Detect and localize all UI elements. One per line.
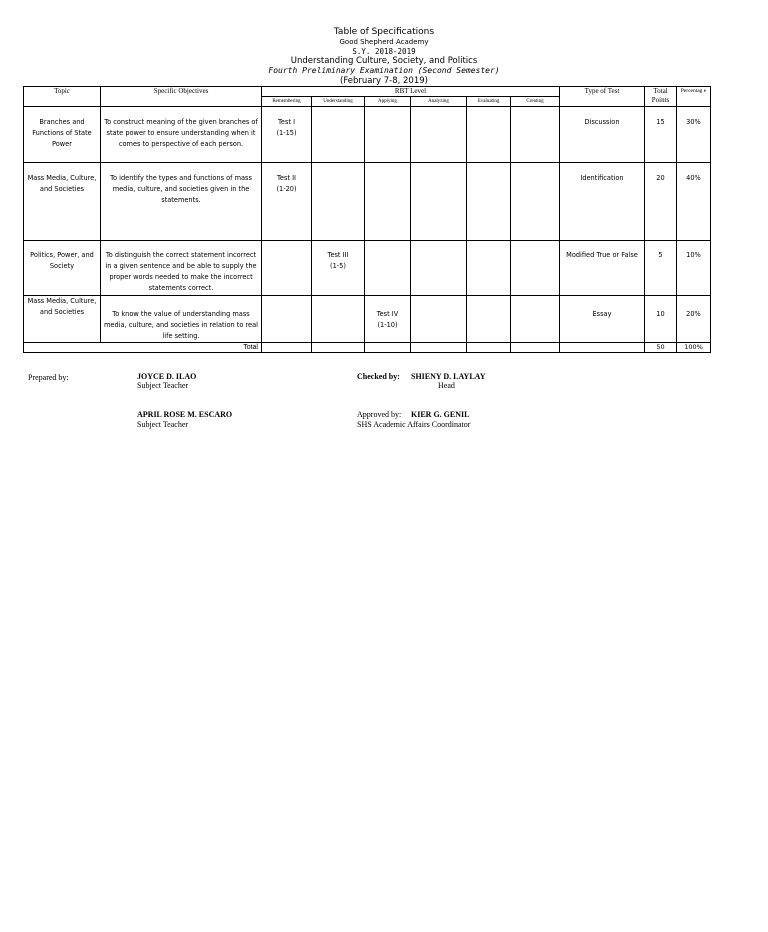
test-label: Test II (277, 174, 296, 182)
total-points: 50 (645, 343, 677, 353)
percent-cell: 30% (677, 107, 711, 163)
empty-cell (467, 241, 511, 296)
test-label: Test I (277, 118, 296, 126)
percent-cell: 20% (677, 296, 711, 343)
remembering-cell (262, 107, 312, 163)
empty-cell (411, 163, 467, 241)
checker-role: Head (438, 381, 455, 390)
objective-cell: To know the value of understanding mass media, culture, and societies in relation to real life setting. (101, 296, 262, 343)
objective-cell: To construct meaning of the given branches of state power to ensure understanding when it comes to perspective of each person. (101, 107, 262, 163)
rbt-understanding: Understanding (312, 97, 365, 107)
approver-name-text: KIER G. GENIL (411, 410, 470, 419)
understanding-cell (312, 241, 365, 296)
empty-cell (467, 107, 511, 163)
percent-cell: 10% (677, 241, 711, 296)
preparer1-role: Subject Teacher (137, 381, 189, 390)
points-cell: 20 (645, 163, 677, 241)
points-cell: 5 (645, 241, 677, 296)
points-cell: 10 (645, 296, 677, 343)
approved-by-label: Approved by: (357, 410, 402, 419)
type-cell: Modified True or False (560, 241, 645, 296)
points-cell: 15 (645, 107, 677, 163)
empty-cell (467, 343, 511, 353)
empty-cell (511, 107, 560, 163)
test-items: (1-15) (276, 129, 297, 137)
topic-cell: Mass Media, Culture, and Societies (24, 296, 101, 343)
empty-cell (511, 163, 560, 241)
table-row (24, 241, 711, 296)
test-items: (1-10) (377, 321, 398, 329)
school-name: Good Shepherd Academy (339, 38, 429, 46)
empty-cell (365, 107, 411, 163)
preparer2-role: Subject Teacher (137, 420, 189, 429)
objective-cell: To identify the types and functions of mass media, culture, and societies given in the statements. (101, 163, 262, 241)
topic-cell: Mass Media, Culture, and Societies (24, 163, 101, 241)
topic-header: Topic (24, 87, 101, 107)
empty-cell (411, 296, 467, 343)
rbt-evaluating: Evaluating (467, 97, 511, 107)
remembering-cell (262, 163, 312, 241)
applying-cell (365, 296, 411, 343)
empty-cell (262, 241, 312, 296)
objective-cell: To distinguish the correct statement incorrect in a given sentence and be able to supply the proper words needed to make the incorrect statements correct. (101, 241, 262, 296)
exam-title: Fourth Preliminary Examination (Second Semester) (268, 66, 500, 75)
table-row (24, 107, 711, 163)
percentage-header: Percentag e (677, 87, 711, 107)
table-row (24, 163, 711, 241)
rbt-level-header: RBT Level (262, 87, 560, 97)
checker-name (411, 373, 485, 381)
objectives-header: Specific Objectives (101, 87, 262, 107)
preparer2-name-text: APRIL ROSE M. ESCARO (137, 410, 233, 419)
test-items: (1-5) (330, 262, 346, 270)
empty-cell (312, 343, 365, 353)
rbt-applying: Applying (365, 97, 411, 107)
preparer2-name (137, 411, 232, 419)
topic-cell: Branches and Functions of State Power (24, 107, 101, 163)
checked-by-label (357, 373, 400, 381)
empty-cell (467, 163, 511, 241)
prepared-by-label: Prepared by: (28, 373, 69, 382)
total-points-header: Total Points (645, 87, 677, 107)
checker-name-text: SHIENY D. LAYLAY (411, 372, 486, 381)
empty-cell (365, 163, 411, 241)
empty-cell (511, 343, 560, 353)
header-row (24, 87, 711, 97)
topic-cell: Politics, Power, and Society (24, 241, 101, 296)
empty-cell (411, 107, 467, 163)
table-row (24, 296, 711, 343)
empty-cell (365, 343, 411, 353)
percent-cell: 40% (677, 163, 711, 241)
type-cell: Identification (560, 163, 645, 241)
empty-cell (312, 296, 365, 343)
empty-cell (262, 296, 312, 343)
subject-title: Understanding Culture, Society, and Politics (290, 56, 478, 66)
total-percent: 100% (677, 343, 711, 353)
empty-cell (411, 343, 467, 353)
checked-by-label-text: Checked by: (357, 372, 400, 381)
empty-cell (467, 296, 511, 343)
empty-cell (511, 296, 560, 343)
type-cell: Discussion (560, 107, 645, 163)
empty-cell (312, 107, 365, 163)
document-title: Table of Specifications (333, 27, 435, 37)
preparer1-name-text: JOYCE D. ILAO (137, 372, 197, 381)
school-year: S.Y. 2018-2019 (352, 47, 416, 56)
total-label: Total (24, 343, 262, 353)
rbt-remembering: Remembering (262, 97, 312, 107)
empty-cell (365, 241, 411, 296)
specifications-table (23, 86, 711, 353)
empty-cell (411, 241, 467, 296)
preparer1-name (137, 373, 196, 381)
test-label: Test III (327, 251, 349, 259)
test-items: (1-20) (276, 185, 297, 193)
empty-cell (262, 343, 312, 353)
total-row (24, 343, 711, 353)
empty-cell (511, 241, 560, 296)
test-label: Test IV (376, 310, 399, 318)
rbt-creating: Creating (511, 97, 560, 107)
exam-dates: (February 7-8, 2019) (340, 76, 428, 86)
type-of-test-header: Type of Test (560, 87, 645, 107)
empty-cell (560, 343, 645, 353)
rbt-analyzing: Analyzing (411, 97, 467, 107)
type-cell: Essay (560, 296, 645, 343)
approver-role: SHS Academic Affairs Coordinator (357, 420, 471, 429)
empty-cell (312, 163, 365, 241)
approver-name (411, 411, 469, 419)
